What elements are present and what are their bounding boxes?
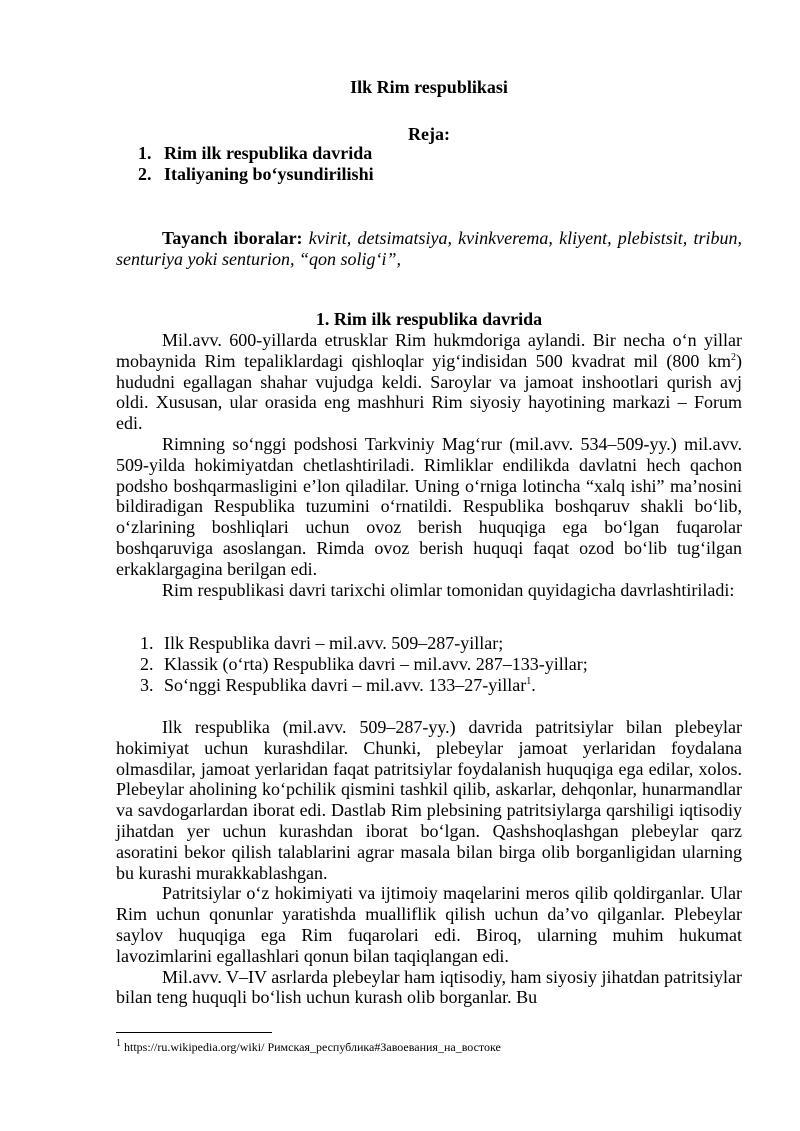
footnote (116, 1039, 501, 1055)
footnote-reference: 1 (526, 675, 532, 687)
period-text: Klassik (o‘rta) Respublika davri – mil.avv. 287–133-yillar; (164, 653, 588, 674)
plan-item-number: 2. (138, 164, 152, 184)
period-item (140, 633, 588, 654)
section-heading: 1. Rim ilk respublika davrida (315, 309, 543, 329)
periods-list (140, 633, 588, 695)
body-block-1 (116, 330, 742, 600)
plan-item-text: Rim ilk respublika davrida (164, 143, 373, 163)
paragraph-3: Rim respublikasi davri tarixchi olimlar tomonidan quyidagicha davrlashtiriladi: (162, 579, 735, 600)
period-text: Ilk Respublika davri – mil.avv. 509–287-yillar; (164, 633, 504, 653)
keywords-text: kvirit, detsimatsiya, kvinkverema, kliyent, plebistsit, tribun, senturiya yoki senturion, “qon solig‘i”, (116, 228, 743, 269)
footnote-separator (116, 1032, 272, 1033)
plan-heading: Reja: (408, 124, 450, 144)
plan-list (138, 143, 374, 185)
plan-item (138, 164, 374, 185)
period-number: 2. (140, 653, 154, 674)
superscript: 2 (731, 351, 736, 363)
paragraph-1-text-tail: ) hududni egallagan shahar vujudga keldi. Saroylar va jamoat inshootlari qurish avj oldi. Xususan, ular orasida eng mashhuri Rim siyosiy hayotining markazi – Forum edi. (116, 350, 742, 434)
body-block-2 (116, 717, 742, 1008)
paragraph-2: Rimning so‘nggi podshosi Tarkviniy Mag‘rur (mil.avv. 534–509-yy.) mil.avv. 509-yilda hokimiyatdan chetlashtiriladi. Rimliklar endilikda davlatni hech qachon podsho boshqarmasligini e’lon qiladilar. Uning o‘rniga lotincha “xalq ishi” ma’nosini bildiradigan Respublika tuzumini o‘rnatildi. Respublika boshqaruv shakli bo‘lib, o‘zlarining boshliqlari uchun ovoz berish huquqiga ega bo‘lgan fuqarolar boshqaruviga asoslangan. Rimda ovoz berish huquqi faqat ozod bo‘lib tug‘ilgan erkaklargagina berilgan edi. (116, 433, 742, 579)
period-number: 1. (140, 633, 154, 653)
period-text (164, 675, 536, 696)
paragraph-6: Mil.avv. V–IV asrlarda plebeylar ham iqtisodiy, ham siyosiy jihatdan patritsiylar bilan teng huquqli bo‘lish uchun kurash olib borganlar. Bu (116, 966, 742, 1008)
keywords-label: Tayanch iboralar: (162, 228, 303, 248)
period-number: 3. (140, 674, 154, 695)
footnote-link[interactable]: https://ru.wikipedia.org/wiki/ Римская_республика#Завоевания_на_востоке (121, 1040, 501, 1054)
keywords-paragraph (116, 228, 742, 270)
plan-item-number: 1. (138, 143, 152, 163)
paragraph-4: Ilk respublika (mil.avv. 509–287-yy.) davrida patritsiylar bilan plebeylar hokimiyat uchun kurashdilar. Chunki, plebeylar jamoat yerlaridan foydalana olmasdilar, jamoat yerlaridan faqat patritsiylar foydalanish huquqiga ega edilar, xolos. Plebeylar aholining ko‘pchilik qismini tashkil qilib, askarlar, dehqonlar, hunarmandlar va savdogarlardan iborat edi. Dastlab Rim plebsining patritsiylarga qarshiligi iqtisodiy jihatdan yer uchun kurashdan iborat bo‘lgan. Qashshoqlashgan plebeylar qarz asoratini bekor qilish talablarini agrar masala bilan birga olib borganligidan ularning bu kurashi murakkablashgan. (116, 717, 742, 883)
period-text-main: So‘nggi Respublika davri – mil.avv. 133–27-yillar (164, 674, 527, 695)
period-item (140, 654, 588, 675)
footnote-mark: 1 (116, 1038, 121, 1049)
paragraph-1-text: Mil.avv. 600-yillarda etrusklar Rim hukmdoriga aylandi. Bir necha o‘n yillar mobaynida Rim tepaliklardagi qishloqlar yig‘indisidan 500 kvadrat mil (800 km (116, 330, 742, 371)
period-item (140, 675, 588, 696)
document-title: Ilk Rim respublikasi (350, 77, 508, 97)
plan-item (138, 143, 374, 164)
plan-item-text: Italiyaning bo‘ysundirilishi (164, 164, 374, 184)
period-text-tail: . (531, 674, 536, 695)
paragraph-5: Patritsiylar o‘z hokimiyati va ijtimoiy maqelarini meros qilib qoldirganlar. Ular Rim uchun qonunlar yaratishda mualliflik qilish uchun da’vo qilganlar. Plebeylar saylov huquqiga ega Rim fuqarolari edi. Biroq, ularning muhim hukumat lavozimlarini egallashlari qonun bilan taqiqlangan edi. (116, 883, 742, 966)
paragraph-1 (116, 330, 742, 434)
